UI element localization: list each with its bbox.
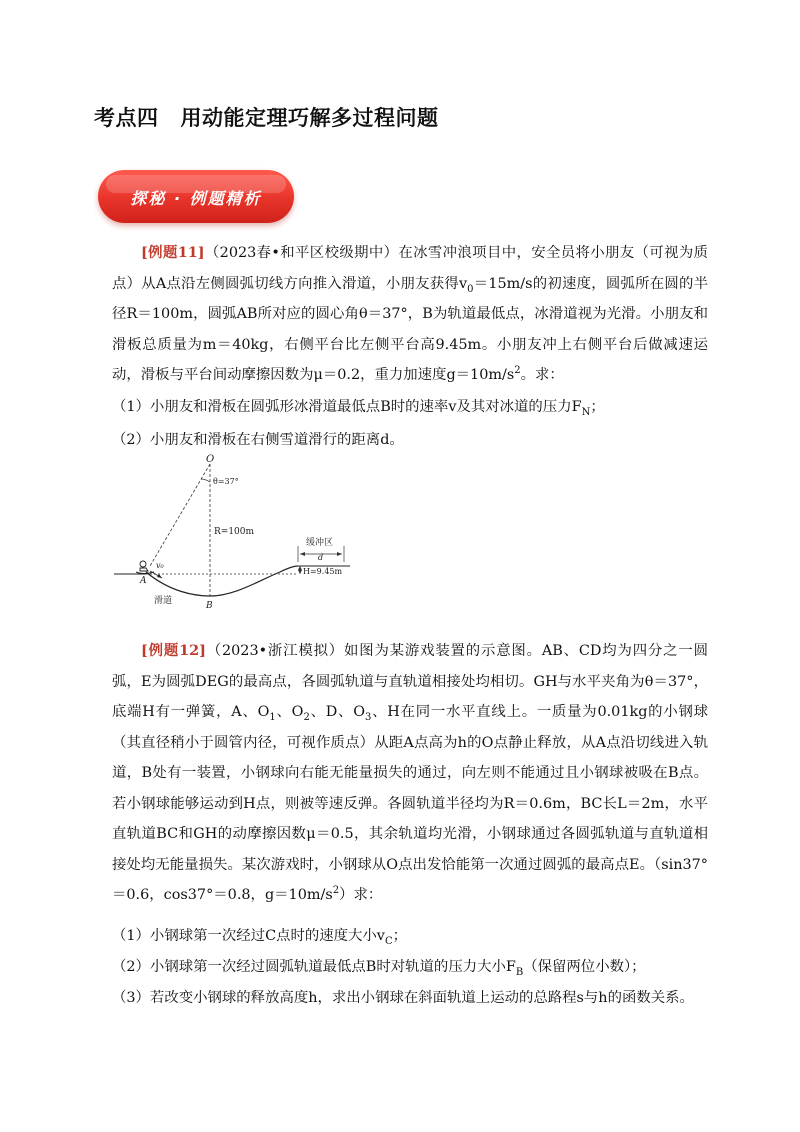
title-part1: 考点四 [94, 106, 159, 130]
section-banner [98, 170, 294, 223]
label-theta: θ=37° [213, 477, 239, 486]
label-v0: v₀ [156, 561, 164, 570]
banner-label: 探秘 · 例题精析 [130, 189, 262, 208]
example-11-source: （2023春•和平区校级期中） [204, 245, 399, 261]
page-title [94, 102, 439, 132]
example-12-tag: [例题12] [141, 642, 206, 659]
label-radius: R=100m [214, 527, 255, 537]
label-d: d [318, 553, 324, 562]
example-12-source: （2023•浙江模拟） [205, 643, 345, 659]
title-part2: 用动能定理巧解多过程问题 [180, 106, 439, 130]
label-buffer-zone: 缓冲区 [306, 538, 334, 548]
example-11-tag: [例题11] [141, 244, 205, 261]
example-11-question-1: （1）小朋友和滑板在圆弧形冰滑道最低点B时的速率v及其对冰道的压力$F_N$； [112, 399, 605, 418]
label-height: H=9.45m [303, 567, 343, 576]
label-track: 滑道 [154, 596, 173, 606]
example-11-text: [例题11]（2023春•和平区校级期中）在冰雪冲浪项目中，安全员将小朋友（可视为质点）从A点沿左侧圆弧切线方向推入滑道，小朋友获得$v_0=15m/s$的初速度，圆弧所在圆的半径R＝100m，圆弧AB所对应的圆心角θ＝37°，B为轨道最低点，冰滑道视为光滑。小朋友和滑板总质量为m＝40kg，右侧平台比左侧平台高9.45m。小朋友冲上右侧平台后做减速运动，滑板与平台间动摩擦因数为μ＝0.2，重力加速度$g=10m/s^2$。求： [112, 244, 708, 383]
label-o: O [206, 454, 215, 465]
example-12-question-3: （3）若改变小钢球的释放高度h，求出小钢球在斜面轨道上运动的总路程s与h的函数关系。 [112, 990, 694, 1006]
example-12-text: [例题12]（2023•浙江模拟）如图为某游戏装置的示意图。AB、CD均为四分之一圆弧，E为圆弧DEG的最高点，各圆弧轨道与直轨道相接处均相切。GH与水平夹角为θ＝37°，底端H有一弹簧，A、$O_1$、$O_2$、D、$O_3$、H在同一水平直线上。一质量为0.01kg的小钢球（其直径稍小于圆管内径，可视作质点）从距A点高为h的O点静止释放，从A点沿切线进入轨道，B处有一装置，小钢球向右能无能量损失的通过，向左则不能通过且小钢球被吸在B点。若小钢球能够运动到H点，则被等速反弹。各圆轨道半径均为R＝0.6m，BC长L＝2m，水平直轨道BC和GH的动摩擦因数μ＝0.5，其余轨道均光滑，小钢球通过各圆弧轨道与直轨道相接处均无能量损失。某次游戏时，小钢球从O点出发恰能第一次通过圆弧的最高点E。（sin37°＝0.6，cos37°＝0.8，$g=10m/s^2$）求： [112, 642, 708, 903]
label-b: B [206, 601, 213, 611]
example-11-question-2: （2）小朋友和滑板在右侧雪道滑行的距离d。 [112, 432, 404, 448]
label-a: A [140, 576, 147, 586]
example-12-question-2: （2）小钢球第一次经过圆弧轨道最低点B时对轨道的压力大小$F_B$（保留两位小数）； [112, 959, 646, 978]
ice-slide-figure [110, 450, 360, 620]
example-12-question-1: （1）小钢球第一次经过C点时的速度大小$v_C$； [112, 928, 408, 947]
